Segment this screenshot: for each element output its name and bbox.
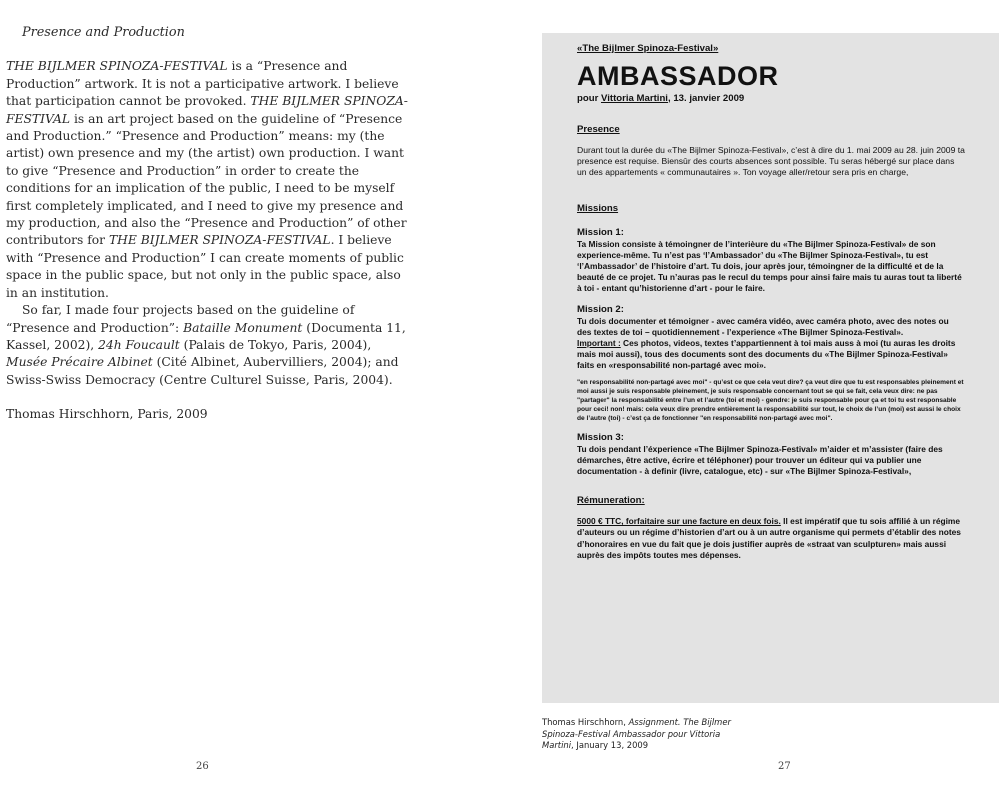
presence-heading: Presence — [577, 124, 620, 135]
text-run: (Palais de Tokyo, Paris, 2004), — [179, 337, 372, 352]
text-run: THE BIJLMER SPINOZA-FESTIVAL — [6, 94, 408, 126]
page-number-right: 27 — [778, 761, 791, 772]
text-run: 24h Foucault — [98, 337, 180, 352]
mission-1-text: Ta Mission consiste à témoingner de l’interièure du «The Bijlmer Spinoza-Festival» de son experience-même. Tu n’est pas ‘l’Ambassador’ du «The Bijlmer Spinoza-Festival», tu est ‘l’Ambassador’ de l’histoire d’art. Tu dois, jour après jour, témoingner de la difficulté et de la beauté de ce projet. Tu n’auras pas le recul du temps pour ainsi faire mais tu auras tout ta liberté à toi - entant qu’historienne d’art - pour le faire. — [577, 238, 962, 294]
paragraph-2 — [6, 302, 411, 389]
mission-3-heading: Mission 3: — [577, 431, 624, 443]
mission-2-heading: Mission 2: — [577, 303, 624, 315]
page-number-left: 26 — [196, 761, 209, 772]
text-run: THE BIJLMER SPINOZA-FESTIVAL — [108, 233, 331, 248]
mission-2-text: Tu dois documenter et témoigner - avec caméra vidéo, avec caméra photo, avec des notes ou des textes de toi – quotidiennement - l’experience «The Bijlmer Spinoza-Festival». — [577, 315, 949, 337]
text-run: Bataille Monument — [183, 320, 303, 335]
text-run: is a “Presence and Production” artwork. It is not a participative artwork. I believe that participation cannot be provoked. — [6, 59, 399, 109]
text-run: (Cité Albinet, Aubervilliers, 2004); and Swiss-Swiss Democracy (Centre Culturel Suisse, Paris, 2004). — [6, 355, 399, 387]
text-run: (Documenta 11, Kassel, 2002), — [6, 320, 406, 352]
mission-2-important: Important : Ces photos, videos, textes t’appartiennent à toi mais auss à moi (tu auras les droits mais moi aussi), tous des documents sont des documents du «The Bijlmer Spinoza-Festival» faits en «responsabilité non-partagé avec moi». — [577, 338, 956, 371]
paragraph-1 — [6, 58, 411, 302]
text-run: So far, I made four projects based on the guideline of “Presence and Production”: — [6, 303, 355, 335]
mission-3-text: Tu dois pendant l’éxperience «The Bijlmer Spinoza-Festival» m’aider et m’assister (faire des démarches, être active, écrire et téléphoner) pour trouver un éditeur qui va publier une documentation - à definir (livre, catalogue, etc) - sur «The Bijlmer Spinoza-Festival», — [577, 443, 943, 477]
left-page — [6, 24, 411, 424]
presence-text: Durant tout la durée du «The Bijlmer Spinoza-Festival», c’est à dire du 1. mai 2009 au 28. juin 2009 ta presence est requise. Biensûr des courts absences sont possible. Tu seras hébergé sur place dans un des appartements « communautaires ». Ton voyage aller/retour sera pris en charge, — [577, 145, 965, 178]
doc-kicker: «The Bijlmer Spinoza-Festival» — [577, 43, 719, 54]
remuneration-text: 5000 € TTC, forfaitaire sur une facture en deux fois. Il est impératif que tu sois affilié à un régime d’auteurs ou un régime d’historien d’art ou à un autre organisme qui permets d’établir des notes d’honoraires en vue du fait que je dois justifier auprès de «straat van sculpturen» mais aussi auprès des impôts toutes mes dépenses. — [577, 516, 961, 560]
remuneration-heading: Rémuneration: — [577, 495, 645, 507]
text-run: is an art project based on the guideline of “Presence and Production.” “Presence and Production” means: my (the artist) own presence and my (the artist) own production. I want to give “Presence and Production” in order to create the conditions for an implication of the public, I need to be myself first completely implicated, and I need to give my presence and my production, and also the “Presence and Production” of other contributors for — [6, 111, 407, 248]
figure-caption: Thomas Hirschhorn, Assignment. The Bijlmer Spinoza-Festival Ambassador pour Vittoria Martini, January 13, 2009 — [542, 717, 731, 751]
missions-heading: Missions — [577, 202, 619, 214]
doc-subtitle: pour Vittoria Martini, 13. janvier 2009 — [577, 93, 745, 104]
text-run: Musée Précaire Albinet — [6, 355, 153, 370]
mission-1-heading: Mission 1: — [577, 226, 624, 238]
mission-2-small-print: "en responsabilité non-partagé avec moi" - qu’est ce que cela veut dire? ça veut dire que tu est responsables pleinement et moi aussi je suis responsable pleinement, je suis responsable concernant tout se qui se fait, cela veux dire: ne pas "partager" la responsabilité entre l’un et l’autre (toi et moi) - gendre: je suis responsable pour ça et toi tu est responsable pour ceci! non! mais: cela veux dire prendre entièrement la responsabilité sur tout, le choix de l’un (moi) est aussi le choix de l’autre (toi) - c’est ça de fonctionner "en responsabilité non-partagé avec moi". — [577, 378, 964, 422]
section-heading: Presence and Production — [22, 25, 185, 40]
text-run: . I believe with “Presence and Production” I can create moments of public space in the public space, but not only in the public space, also in an institution. — [6, 233, 404, 300]
ambassador-document — [542, 33, 999, 703]
doc-title: AMBASSADOR — [577, 61, 779, 91]
signature: Thomas Hirschhorn, Paris, 2009 — [6, 407, 208, 422]
text-run: THE BIJLMER SPINOZA-FESTIVAL — [6, 59, 228, 74]
